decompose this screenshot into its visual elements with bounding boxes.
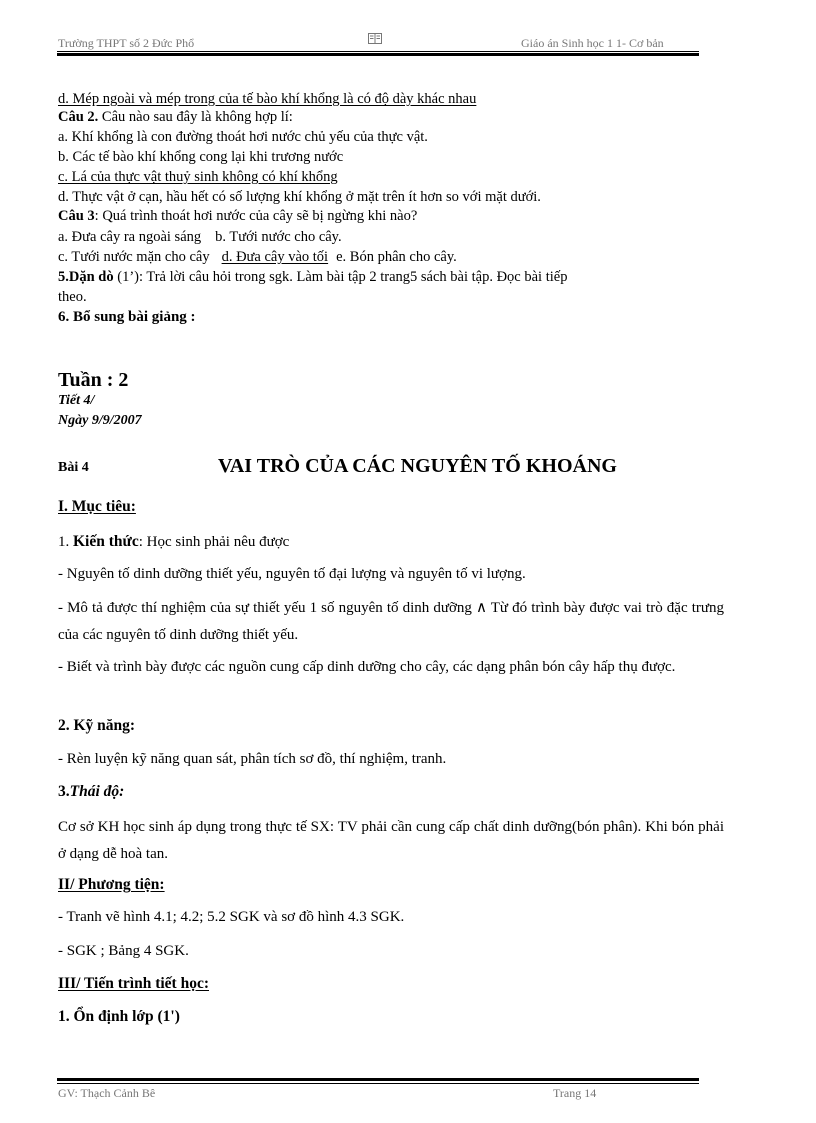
means-item-2: - SGK ; Bảng 4 SGK.: [58, 943, 189, 959]
q2-option-b: b. Các tế bào khí khổng cong lại khi trương nước: [58, 149, 344, 165]
skills-item-1: - Rèn luyện kỹ năng quan sát, phân tích sơ đồ, thí nghiệm, tranh.: [58, 751, 447, 767]
homework-text: (1’): Trả lời câu hỏi trong sgk. Làm bài tập 2 trang5 sách bài tập. Đọc bài tiếp: [113, 269, 568, 285]
supplement-heading: 6. Bổ sung bài giảng :: [58, 309, 196, 325]
footer-teacher: GV: Thạch Cảnh Bê: [58, 1086, 156, 1100]
q2-text: Câu nào sau đây là không hợp lí:: [98, 109, 293, 125]
question-2: [58, 108, 293, 126]
date-label: Ngày 9/9/2007: [58, 413, 142, 428]
knowledge-item-2: - Mô tả được thí nghiệm của sự thiết yếu 1 số nguyên tố dinh dưỡng ∧ Từ đó trình bày được vai trò đặc trưng của các nguyên tố dinh dưỡng thiết yếu.: [58, 600, 724, 643]
skills-heading: 2. Kỹ năng:: [58, 717, 136, 734]
q3-row-1: [58, 228, 342, 246]
knowledge-item-1: - Nguyên tố dinh dưỡng thiết yếu, nguyên tố đại lượng và nguyên tố vi lượng.: [58, 566, 526, 582]
knowledge-item-3: - Biết và trình bày được các nguồn cung cấp dinh dưỡng cho cây, các dạng phân bón cây hấp thụ được.: [58, 659, 676, 675]
q3-row-2: [58, 248, 457, 266]
period-label: Tiết 4/: [58, 393, 95, 408]
knowledge-line: [58, 533, 289, 551]
header-subject: Giáo án Sinh học 1 1- Cơ bản: [521, 36, 664, 50]
q3-text: : Quá trình thoát hơi nước của cây sẽ bị ngừng khi nào?: [94, 208, 418, 224]
q3-option-a: a. Đưa cây ra ngoài sáng: [58, 229, 202, 245]
footer-rule-thick: [57, 1078, 699, 1081]
week-heading: Tuần : 2: [58, 369, 129, 391]
homework-cont: theo.: [58, 289, 87, 305]
q1-option-d: d. Mép ngoài và mép trong của tế bào khí khổng là có độ dày khác nhau: [58, 91, 477, 107]
q3-option-b: b. Tưới nước cho cây.: [215, 229, 342, 245]
q2-label: Câu 2.: [58, 109, 99, 125]
q2-option-d: d. Thực vật ở cạn, hầu hết có số lượng khí khổng ở mặt trên ít hơn so với mặt dưới.: [58, 189, 541, 205]
header-school: Trường THPT số 2 Đức Phổ: [58, 36, 195, 50]
lesson-label: Bài 4: [58, 460, 89, 475]
attitude-heading: [58, 783, 124, 801]
footer-page-number: Trang 14: [553, 1086, 597, 1100]
attitude-num: 3.: [58, 783, 70, 800]
q3-option-d: d. Đưa cây vào tối: [221, 249, 329, 265]
q2-option-a: a. Khí khổng là con đường thoát hơi nước chủ yếu của thực vật.: [58, 129, 428, 145]
means-item-1: - Tranh vẽ hình 4.1; 4.2; 5.2 SGK và sơ đồ hình 4.3 SGK.: [58, 909, 405, 925]
homework: [58, 268, 567, 286]
homework-label: 5.Dặn dò: [58, 269, 114, 285]
process-step-1: 1. Ổn định lớp (1'): [58, 1008, 180, 1025]
attitude-item-1: Cơ sở KH học sinh áp dụng trong thực tế SX: TV phải cần cung cấp chất dinh dưỡng(bón phân). Khi bón phải ở dạng dễ hoà tan.: [58, 819, 724, 862]
header-rule-thick: [57, 53, 699, 56]
lesson-title: VAI TRÒ CỦA CÁC NGUYÊN TỐ KHOÁNG: [218, 455, 617, 477]
footer-rule-thin: [57, 1083, 699, 1084]
book-icon: [368, 33, 382, 44]
q3-option-e: e. Bón phân cho cây.: [336, 249, 457, 265]
knowledge-text: : Học sinh phải nêu được: [138, 534, 290, 550]
knowledge-label: Kiến thức: [73, 533, 139, 550]
objectives-heading: I. Mục tiêu:: [58, 498, 136, 515]
attitude-label: Thái độ:: [69, 783, 125, 800]
q2-option-c: c. Lá của thực vật thuỷ sinh không có khí khổng: [58, 169, 338, 185]
q3-label: Câu 3: [58, 208, 95, 224]
question-3: [58, 207, 417, 225]
process-heading: III/ Tiến trình tiết học:: [58, 975, 209, 992]
knowledge-num: 1.: [58, 534, 73, 550]
header-rule-thin: [57, 51, 699, 52]
q3-option-c: c. Tưới nước mặn cho cây: [58, 249, 210, 265]
means-heading: II/ Phương tiện:: [58, 876, 165, 893]
